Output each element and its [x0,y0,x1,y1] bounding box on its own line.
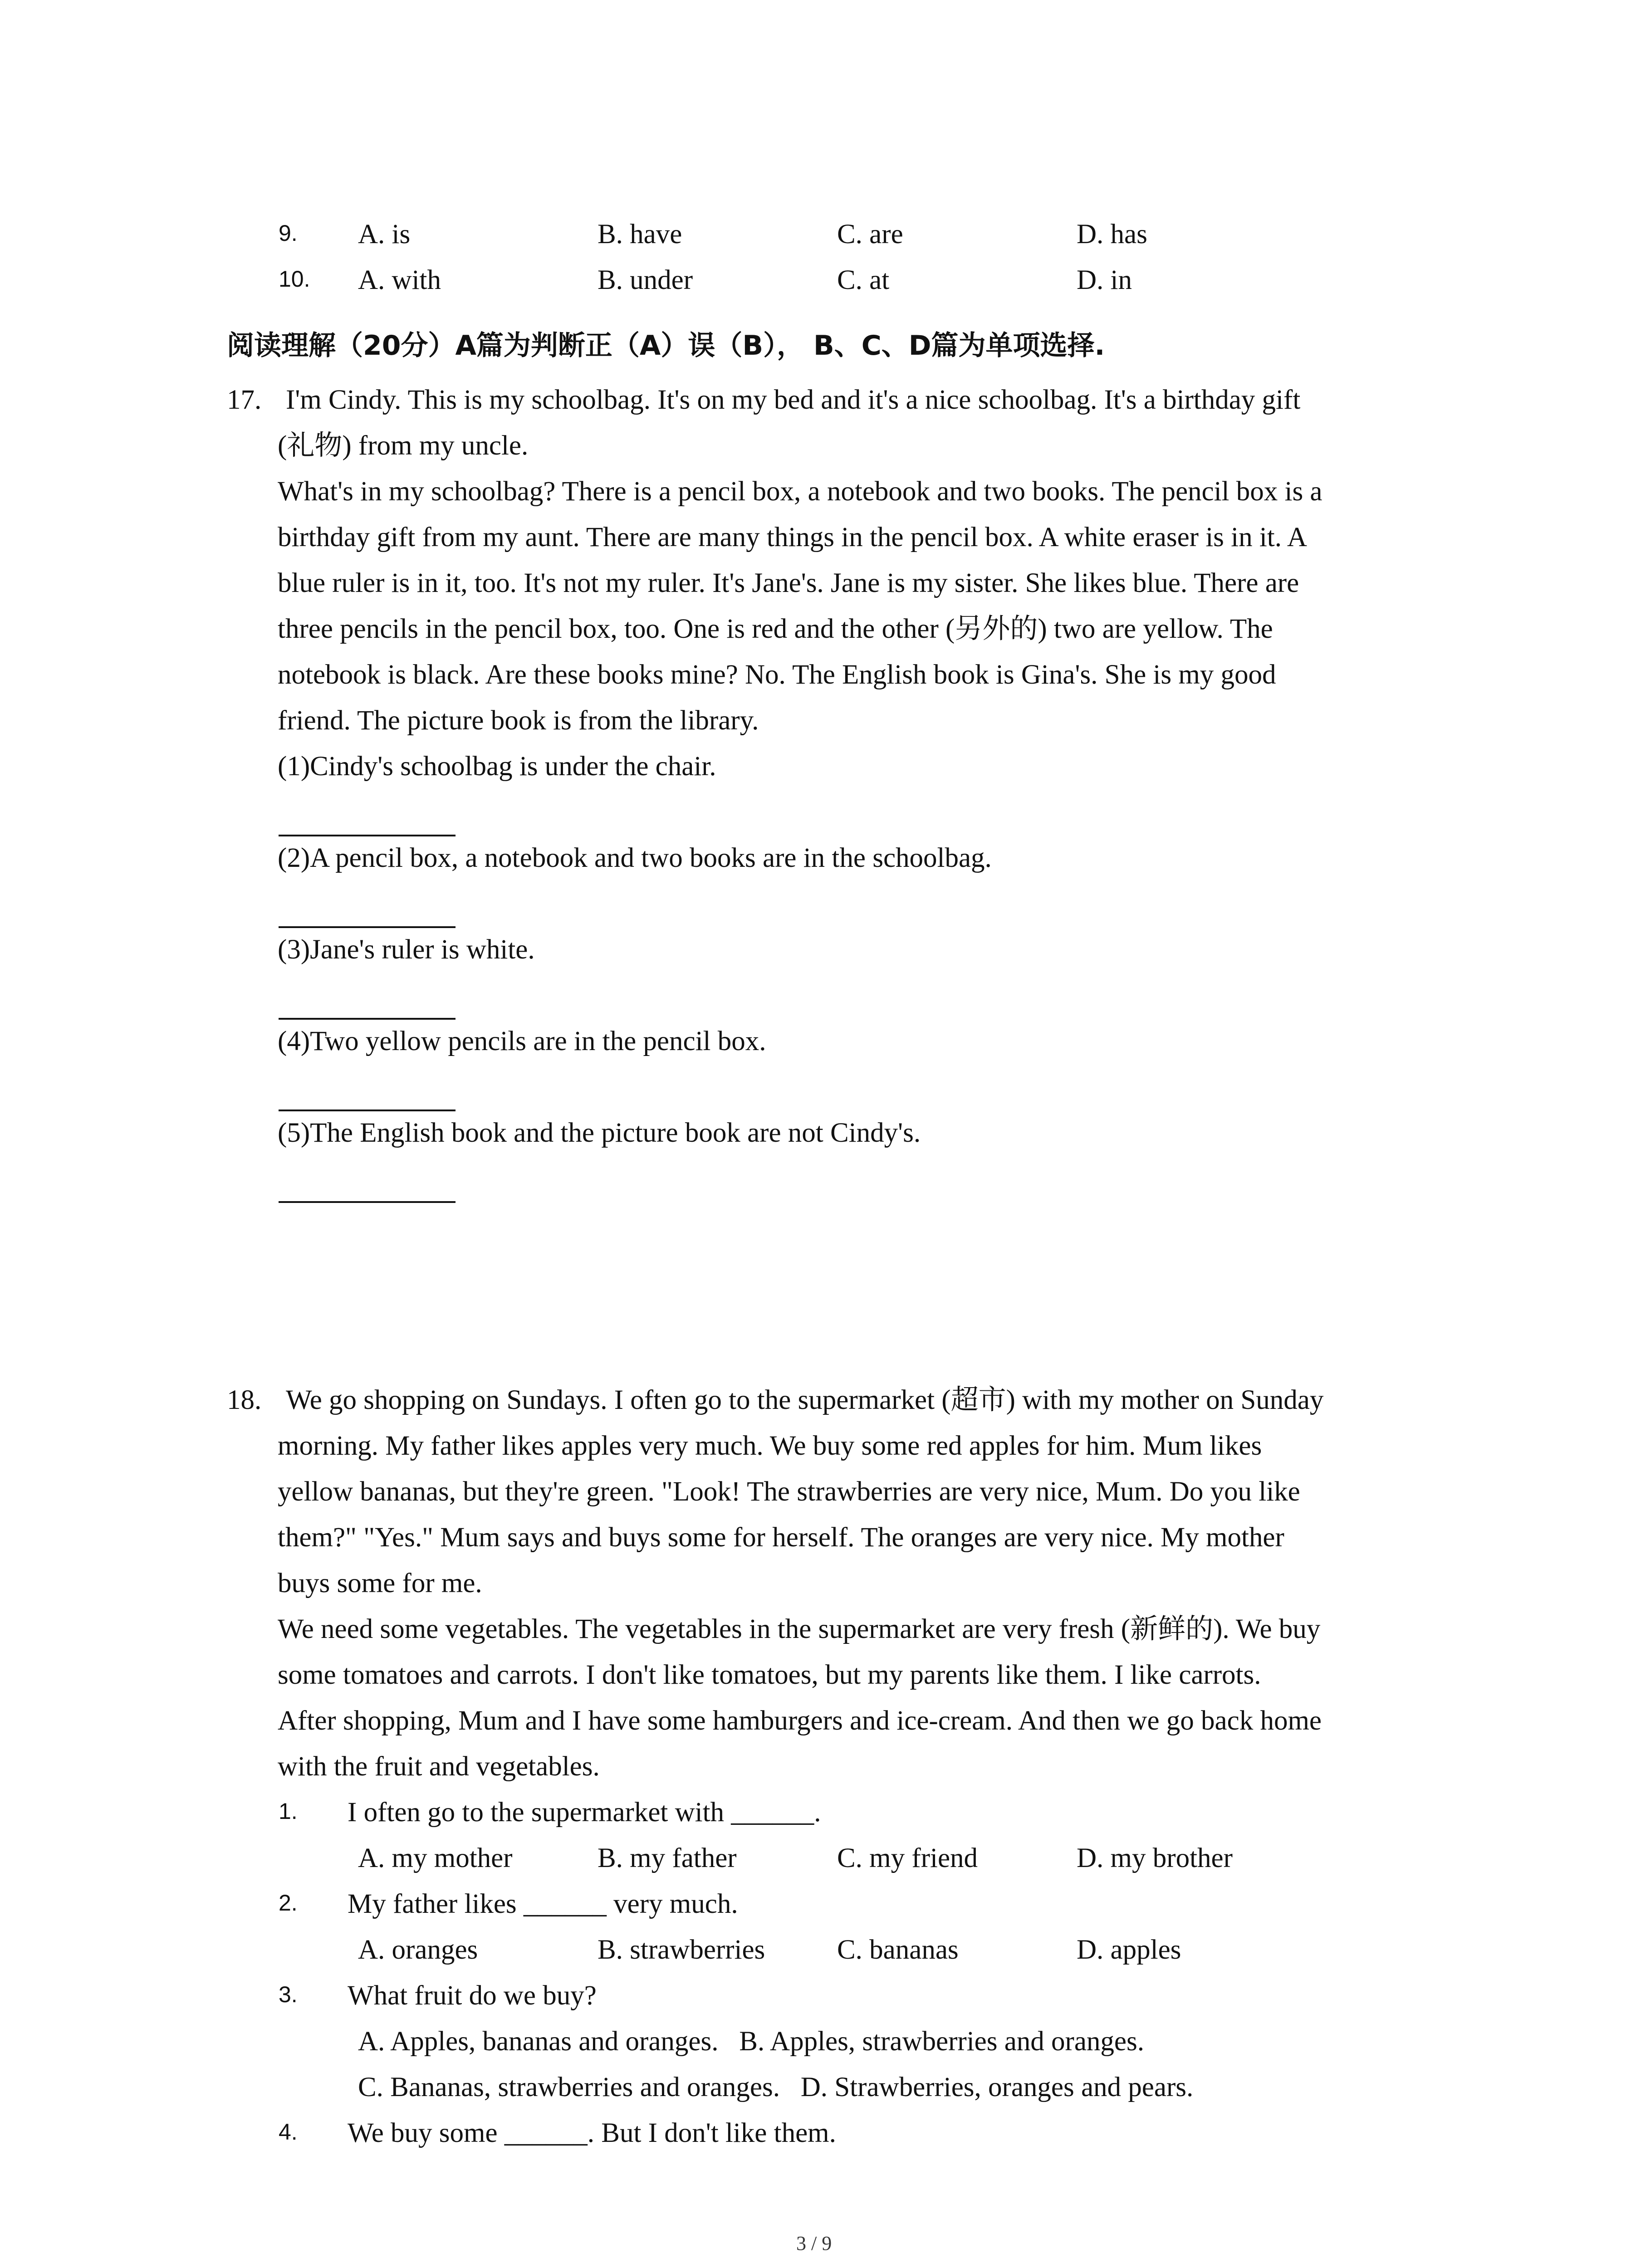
passage-line: some tomatoes and carrots. I don't like tomatoes, but my parents like them. I like carrots. [278,1660,1261,1690]
passage-line: What's in my schoolbag? There is a pencil box, a notebook and two books. The pencil box is a [278,476,1323,507]
question-number: 4. [279,2119,298,2145]
question-number: 3. [279,1982,298,2007]
question-stem: I often go to the supermarket with ______. [348,1797,821,1828]
option-b: B. under [598,265,693,295]
question-stem: We buy some ______. But I don't like them. [348,2118,836,2148]
option-c: C. at [837,265,890,295]
page-number: 3 / 9 [796,2232,832,2254]
statement-5: (5)The English book and the picture book are not Cindy's. [278,1118,921,1148]
passage-line: three pencils in the pencil box, too. One is red and the other (另外的) two are yellow. The [278,614,1273,644]
section-heading: 阅读理解（20分）A篇为判断正（A）误（B）， B、C、D篇为单项选择. [227,330,1105,362]
question-number: 10. [279,266,310,292]
option-ab: A. Apples, bananas and oranges. B. Apples, strawberries and oranges. [358,2026,1144,2057]
option-d: D. my brother [1077,1843,1233,1873]
passage-line: yellow bananas, but they're green. "Look! The strawberries are very nice, Mum. Do you like [278,1476,1300,1507]
option-c: C. are [837,219,903,249]
option-b: B. strawberries [598,1935,765,1965]
passage-number: 17. [227,385,262,415]
option-d: D. apples [1077,1935,1181,1965]
passage-line: (礼物) from my uncle. [278,430,529,461]
option-a: A. oranges [358,1935,478,1965]
passage-line: birthday gift from my aunt. There are many things in the pencil box. A white eraser is in it. A [278,522,1307,552]
option-a: A. with [358,265,441,295]
option-a: A. is [358,219,411,249]
passage-number: 18. [227,1385,262,1415]
passage-line: blue ruler is in it, too. It's not my ruler. It's Jane's. Jane is my sister. She likes blue. There are [278,568,1299,598]
statement-3: (3)Jane's ruler is white. [278,934,535,965]
passage-line: morning. My father likes apples very much. We buy some red apples for him. Mum likes [278,1431,1262,1461]
option-b: B. my father [598,1843,737,1873]
passage-line: notebook is black. Are these books mine? No. The English book is Gina's. She is my good [278,660,1276,690]
question-number: 9. [279,220,298,246]
passage-line: friend. The picture book is from the library. [278,705,759,736]
option-a: A. my mother [358,1843,513,1873]
statement-1: (1)Cindy's schoolbag is under the chair. [278,751,716,782]
question-stem: My father likes ______ very much. [348,1889,738,1919]
passage-line: We need some vegetables. The vegetables in the supermarket are very fresh (新鲜的). We buy [278,1614,1321,1644]
passage-line: I'm Cindy. This is my schoolbag. It's on my bed and it's a nice schoolbag. It's a birthday gift [286,385,1301,415]
passage-line: with the fruit and vegetables. [278,1751,600,1782]
statement-2: (2)A pencil box, a notebook and two books are in the schoolbag. [278,843,992,873]
passage-line: buys some for me. [278,1568,482,1598]
answer-blank-5[interactable] [279,1201,456,1203]
question-number: 1. [279,1799,298,1824]
passage-line: We go shopping on Sundays. I often go to the supermarket (超市) with my mother on Sunday [286,1385,1324,1415]
option-d: D. has [1077,219,1147,249]
question-stem: What fruit do we buy? [348,1980,597,2011]
statement-4: (4)Two yellow pencils are in the pencil box. [278,1026,766,1056]
option-c: C. my friend [837,1843,978,1873]
option-b: B. have [598,219,682,249]
question-number: 2. [279,1890,298,1916]
option-d: D. in [1077,265,1132,295]
passage-line: them?" "Yes." Mum says and buys some for herself. The oranges are very nice. My mother [278,1522,1284,1553]
option-c: C. bananas [837,1935,959,1965]
passage-line: After shopping, Mum and I have some hamburgers and ice-cream. And then we go back home [278,1706,1322,1736]
option-cd: C. Bananas, strawberries and oranges. D. Strawberries, oranges and pears. [358,2072,1194,2102]
